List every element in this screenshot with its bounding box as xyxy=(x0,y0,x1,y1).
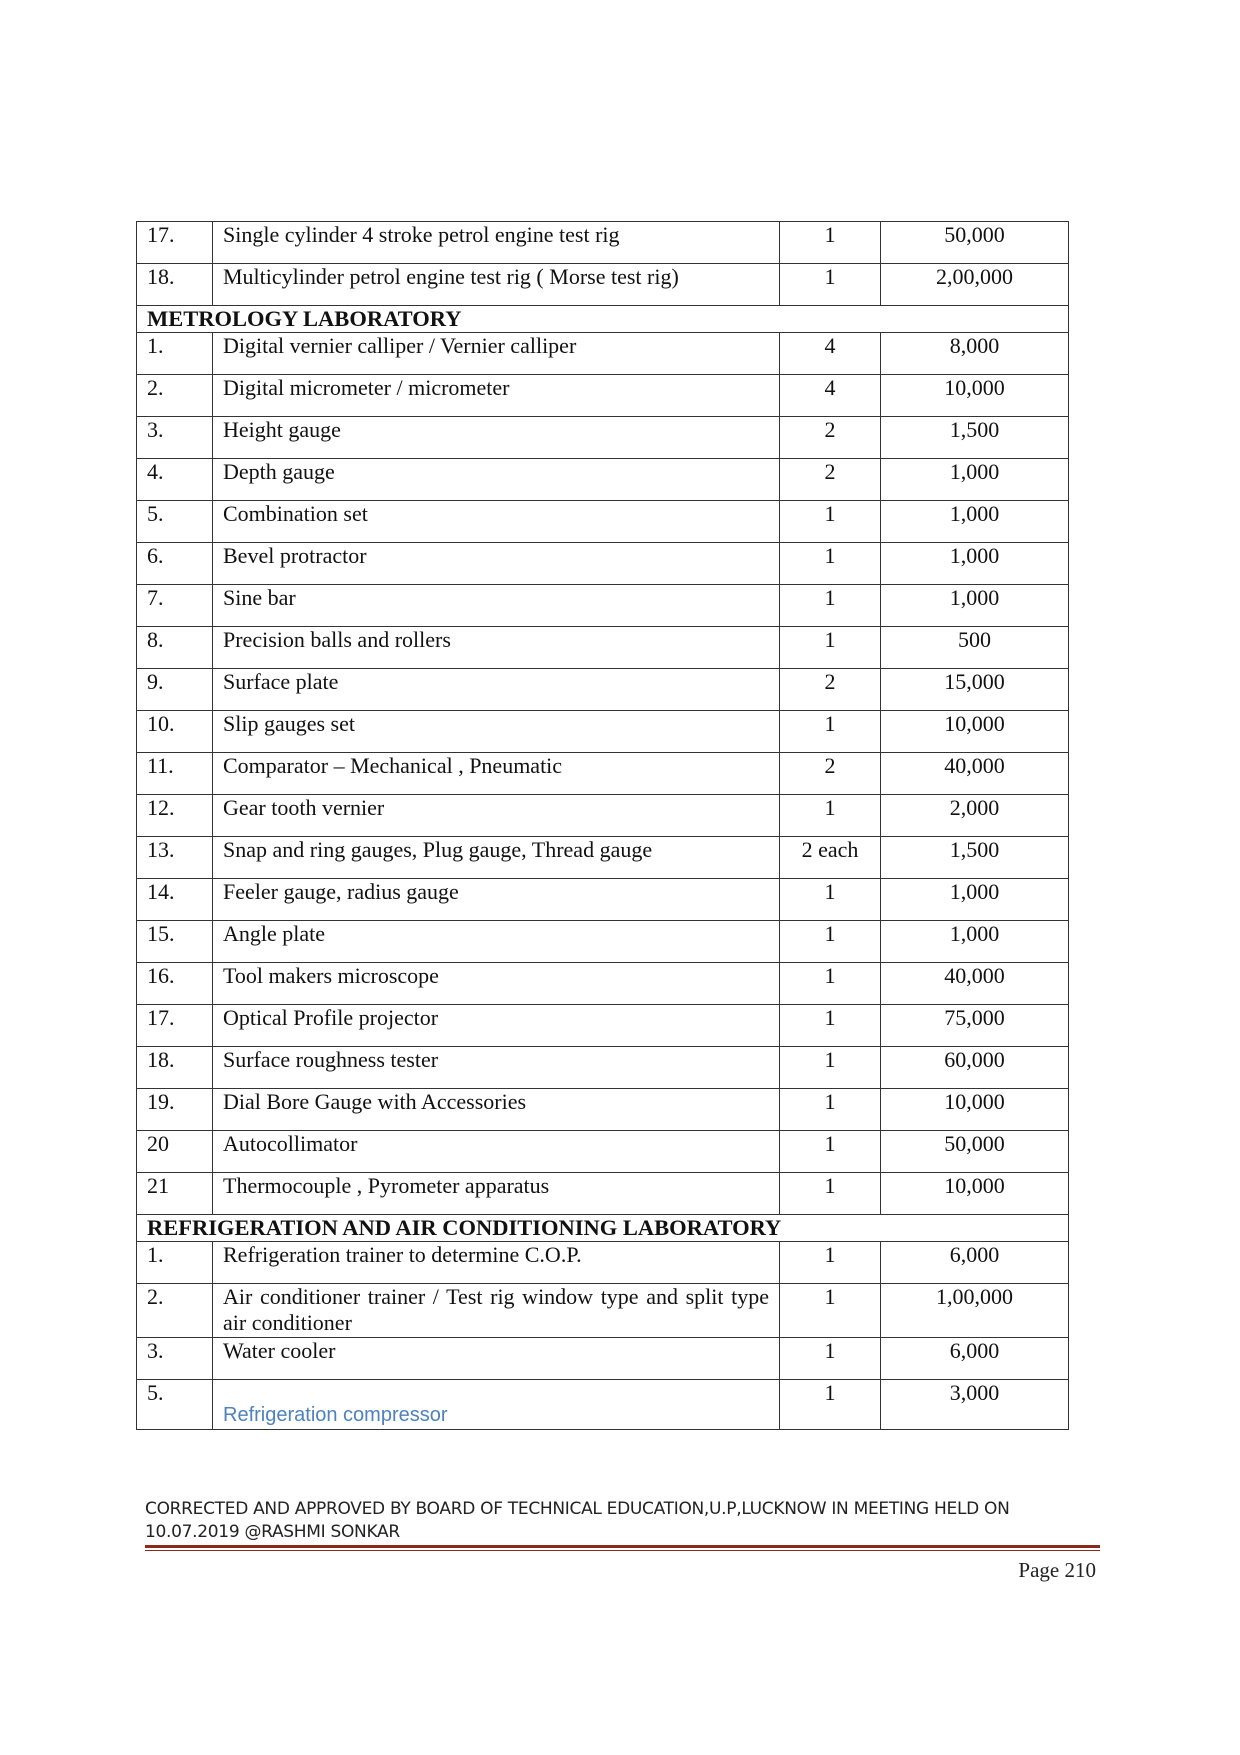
table-row xyxy=(137,921,1069,963)
item-quantity: 1 xyxy=(824,1005,836,1030)
item-cost-cell xyxy=(881,1005,1069,1047)
table-row xyxy=(137,1089,1069,1131)
item-cost: 1,000 xyxy=(949,585,1000,610)
table-row xyxy=(137,1242,1069,1284)
item-number: 13. xyxy=(147,837,175,862)
item-number: 7. xyxy=(147,585,164,610)
item-quantity-cell xyxy=(780,669,881,711)
item-description-cell xyxy=(213,1338,780,1380)
item-number: 17. xyxy=(147,1005,175,1030)
item-quantity: 1 xyxy=(824,1047,836,1072)
table-row xyxy=(137,1005,1069,1047)
item-description-cell xyxy=(213,1242,780,1284)
item-quantity-cell xyxy=(780,333,881,375)
table-row xyxy=(137,879,1069,921)
item-number: 2. xyxy=(147,1284,164,1309)
item-number-cell xyxy=(137,222,213,264)
item-quantity-cell xyxy=(780,1338,881,1380)
item-description-cell xyxy=(213,1131,780,1173)
item-description: Gear tooth vernier xyxy=(223,795,385,820)
item-number-cell xyxy=(137,1131,213,1173)
item-description-cell xyxy=(213,501,780,543)
item-number-cell xyxy=(137,753,213,795)
item-cost: 1,00,000 xyxy=(936,1284,1013,1309)
item-cost-cell xyxy=(881,222,1069,264)
item-number-cell xyxy=(137,795,213,837)
item-description-cell xyxy=(213,879,780,921)
item-cost-cell xyxy=(881,1173,1069,1215)
item-number: 14. xyxy=(147,879,175,904)
item-number: 6. xyxy=(147,543,164,568)
table-row xyxy=(137,333,1069,375)
item-quantity-cell xyxy=(780,711,881,753)
item-number-cell xyxy=(137,1005,213,1047)
item-cost-cell xyxy=(881,795,1069,837)
item-description: Surface plate xyxy=(223,669,339,694)
item-description-cell xyxy=(213,753,780,795)
table-row xyxy=(137,753,1069,795)
item-cost-cell xyxy=(881,879,1069,921)
item-quantity-cell xyxy=(780,753,881,795)
item-number-cell xyxy=(137,333,213,375)
item-description: Depth gauge xyxy=(223,459,335,484)
item-number-cell xyxy=(137,711,213,753)
item-quantity: 1 xyxy=(824,1173,836,1198)
item-quantity: 1 xyxy=(824,1338,836,1363)
table-row xyxy=(137,1380,1069,1430)
item-quantity-cell xyxy=(780,1047,881,1089)
item-cost: 10,000 xyxy=(944,1089,1005,1114)
item-cost: 50,000 xyxy=(944,222,1005,247)
item-quantity: 1 xyxy=(824,921,836,946)
item-quantity-cell xyxy=(780,879,881,921)
section-header-row xyxy=(137,1215,1069,1242)
item-description: Precision balls and rollers xyxy=(223,627,451,652)
item-number-cell xyxy=(137,543,213,585)
item-number-cell xyxy=(137,1089,213,1131)
item-cost: 50,000 xyxy=(944,1131,1005,1156)
item-cost-cell xyxy=(881,1131,1069,1173)
item-quantity-cell xyxy=(780,1089,881,1131)
item-number-cell xyxy=(137,1284,213,1338)
item-quantity: 1 xyxy=(824,627,836,652)
item-quantity-cell xyxy=(780,1005,881,1047)
item-quantity-cell xyxy=(780,837,881,879)
item-quantity-cell xyxy=(780,1242,881,1284)
footer-divider xyxy=(145,1545,1100,1548)
item-quantity: 1 xyxy=(824,711,836,736)
item-number-cell xyxy=(137,963,213,1005)
item-description-cell xyxy=(213,963,780,1005)
item-cost: 3,000 xyxy=(949,1380,1000,1405)
item-description: Single cylinder 4 stroke petrol engine test rig xyxy=(223,222,620,247)
item-description-cell xyxy=(213,375,780,417)
table-row xyxy=(137,963,1069,1005)
item-number: 17. xyxy=(147,222,175,247)
table-row xyxy=(137,1173,1069,1215)
item-description: Sine bar xyxy=(223,585,296,610)
table-row xyxy=(137,795,1069,837)
item-quantity: 1 xyxy=(824,879,836,904)
item-quantity: 1 xyxy=(824,1284,836,1309)
item-cost-cell xyxy=(881,711,1069,753)
item-cost: 10,000 xyxy=(944,375,1005,400)
item-cost-cell xyxy=(881,627,1069,669)
item-description: Snap and ring gauges, Plug gauge, Thread gauge xyxy=(223,837,653,862)
item-cost-cell xyxy=(881,921,1069,963)
item-quantity-cell xyxy=(780,264,881,306)
item-cost-cell xyxy=(881,1242,1069,1284)
item-quantity: 1 xyxy=(824,585,836,610)
item-cost: 10,000 xyxy=(944,711,1005,736)
item-number: 16. xyxy=(147,963,175,988)
item-description: Thermocouple , Pyrometer apparatus xyxy=(223,1173,550,1198)
item-number-cell xyxy=(137,417,213,459)
item-description-cell xyxy=(213,417,780,459)
item-quantity-cell xyxy=(780,459,881,501)
item-quantity: 1 xyxy=(824,501,836,526)
item-cost: 6,000 xyxy=(949,1242,1000,1267)
item-number: 9. xyxy=(147,669,164,694)
table-row xyxy=(137,501,1069,543)
item-number-cell xyxy=(137,879,213,921)
item-cost-cell xyxy=(881,459,1069,501)
item-cost-cell xyxy=(881,333,1069,375)
item-description: Air conditioner trainer / Test rig window type and split type air conditioner xyxy=(223,1284,769,1335)
item-description: Tool makers microscope xyxy=(223,963,439,988)
item-cost: 1,000 xyxy=(949,501,1000,526)
item-quantity: 1 xyxy=(824,1089,836,1114)
item-cost: 6,000 xyxy=(949,1338,1000,1363)
item-description-cell xyxy=(213,1005,780,1047)
item-quantity: 1 xyxy=(824,1242,836,1267)
item-number-cell xyxy=(137,627,213,669)
item-cost-cell xyxy=(881,837,1069,879)
item-number: 20 xyxy=(147,1131,169,1156)
item-description-cell xyxy=(213,795,780,837)
item-number-cell xyxy=(137,1047,213,1089)
table-row xyxy=(137,222,1069,264)
item-quantity-cell xyxy=(780,963,881,1005)
item-description: Digital vernier calliper / Vernier calliper xyxy=(223,333,577,358)
item-quantity: 4 xyxy=(824,375,836,400)
item-number-cell xyxy=(137,1338,213,1380)
item-quantity-cell xyxy=(780,543,881,585)
item-quantity: 2 xyxy=(824,753,836,778)
item-quantity-cell xyxy=(780,417,881,459)
page-number: Page 210 xyxy=(1018,1558,1096,1582)
item-number-cell xyxy=(137,669,213,711)
item-cost: 40,000 xyxy=(944,963,1005,988)
item-cost-cell xyxy=(881,417,1069,459)
item-cost-cell xyxy=(881,753,1069,795)
item-quantity: 2 xyxy=(824,459,836,484)
item-description: Optical Profile projector xyxy=(223,1005,439,1030)
item-number: 5. xyxy=(147,1380,164,1405)
table-row xyxy=(137,1047,1069,1089)
item-number-cell xyxy=(137,1380,213,1430)
item-cost: 1,500 xyxy=(949,837,1000,862)
item-quantity: 1 xyxy=(824,264,836,289)
item-quantity-cell xyxy=(780,627,881,669)
equipment-table-body xyxy=(137,222,1069,1430)
item-description: Height gauge xyxy=(223,417,341,442)
item-quantity-cell xyxy=(780,1173,881,1215)
item-quantity-cell xyxy=(780,795,881,837)
item-description-cell xyxy=(213,264,780,306)
item-cost-cell xyxy=(881,1089,1069,1131)
item-number-cell xyxy=(137,585,213,627)
item-quantity-cell xyxy=(780,1380,881,1430)
item-description-cell xyxy=(213,222,780,264)
item-number: 3. xyxy=(147,417,164,442)
item-description-cell xyxy=(213,1284,780,1338)
item-quantity-cell xyxy=(780,501,881,543)
item-cost: 75,000 xyxy=(944,1005,1005,1030)
item-cost: 60,000 xyxy=(944,1047,1005,1072)
item-description: Angle plate xyxy=(223,921,326,946)
item-cost: 2,000 xyxy=(949,795,1000,820)
item-quantity-cell xyxy=(780,921,881,963)
item-cost-cell xyxy=(881,375,1069,417)
item-number: 11. xyxy=(147,753,174,778)
item-number-cell xyxy=(137,1173,213,1215)
item-description: Digital micrometer / micrometer xyxy=(223,375,510,400)
item-number: 12. xyxy=(147,795,175,820)
item-description-cell xyxy=(213,333,780,375)
item-description-cell xyxy=(213,585,780,627)
item-number: 1. xyxy=(147,333,164,358)
item-number: 4. xyxy=(147,459,164,484)
item-quantity: 2 each xyxy=(801,837,859,862)
footer-divider-thin xyxy=(145,1550,1100,1551)
item-cost: 1,000 xyxy=(949,879,1000,904)
item-number: 15. xyxy=(147,921,175,946)
table-row xyxy=(137,1131,1069,1173)
item-description-cell xyxy=(213,1380,780,1430)
item-description: Multicylinder petrol engine test rig ( Morse test rig) xyxy=(223,264,679,289)
item-number-cell xyxy=(137,459,213,501)
item-cost: 1,000 xyxy=(949,459,1000,484)
section-header-row xyxy=(137,306,1069,333)
item-number-cell xyxy=(137,921,213,963)
item-quantity: 1 xyxy=(824,543,836,568)
item-cost-cell xyxy=(881,1047,1069,1089)
item-number: 10. xyxy=(147,711,175,736)
table-row xyxy=(137,543,1069,585)
item-description-cell xyxy=(213,669,780,711)
item-quantity: 4 xyxy=(824,333,836,358)
item-quantity-cell xyxy=(780,1131,881,1173)
item-description: Slip gauges set xyxy=(223,711,355,736)
item-description-cell xyxy=(213,1047,780,1089)
item-description: Water cooler xyxy=(223,1338,336,1363)
item-quantity: 2 xyxy=(824,669,836,694)
item-cost-cell xyxy=(881,264,1069,306)
item-quantity: 1 xyxy=(824,963,836,988)
table-row xyxy=(137,459,1069,501)
item-cost: 2,00,000 xyxy=(936,264,1013,289)
item-description-cell xyxy=(213,627,780,669)
item-cost: 1,000 xyxy=(949,543,1000,568)
item-cost: 40,000 xyxy=(944,753,1005,778)
section-title: REFRIGERATION AND AIR CONDITIONING LABORATORY xyxy=(137,1215,1069,1242)
item-cost-cell xyxy=(881,963,1069,1005)
item-number: 19. xyxy=(147,1089,175,1114)
table-row xyxy=(137,837,1069,879)
item-cost-cell xyxy=(881,1380,1069,1430)
item-cost-cell xyxy=(881,543,1069,585)
item-description-cell xyxy=(213,1089,780,1131)
item-cost: 10,000 xyxy=(944,1173,1005,1198)
table-row xyxy=(137,375,1069,417)
approval-note: CORRECTED AND APPROVED BY BOARD OF TECHNICAL EDUCATION,U.P,LUCKNOW IN MEETING HELD ON 10.07.2019 @RASHMI SONKAR xyxy=(145,1499,1010,1542)
item-description: Bevel protractor xyxy=(223,543,367,568)
item-quantity: 1 xyxy=(824,222,836,247)
item-number: 2. xyxy=(147,375,164,400)
item-description: Feeler gauge, radius gauge xyxy=(223,879,459,904)
item-description: Combination set xyxy=(223,501,368,526)
item-description: Refrigeration trainer to determine C.O.P. xyxy=(223,1242,582,1267)
item-cost-cell xyxy=(881,669,1069,711)
table-row xyxy=(137,264,1069,306)
item-description: Comparator – Mechanical , Pneumatic xyxy=(223,753,563,778)
item-quantity: 1 xyxy=(824,795,836,820)
table-row xyxy=(137,1284,1069,1338)
item-cost: 1,000 xyxy=(949,921,1000,946)
item-number: 21 xyxy=(147,1173,169,1198)
item-number: 18. xyxy=(147,1047,175,1072)
item-number-cell xyxy=(137,837,213,879)
item-cost-cell xyxy=(881,1284,1069,1338)
table-row xyxy=(137,1338,1069,1380)
item-cost-cell xyxy=(881,501,1069,543)
table-row xyxy=(137,669,1069,711)
item-quantity: 1 xyxy=(824,1380,836,1405)
section-title: METROLOGY LABORATORY xyxy=(137,306,1069,333)
item-quantity-cell xyxy=(780,585,881,627)
item-number-cell xyxy=(137,264,213,306)
item-number-cell xyxy=(137,1242,213,1284)
item-description-cell xyxy=(213,921,780,963)
item-description: Refrigeration compressor xyxy=(223,1404,448,1426)
table-row xyxy=(137,711,1069,753)
item-quantity-cell xyxy=(780,375,881,417)
item-number-cell xyxy=(137,375,213,417)
item-cost: 500 xyxy=(958,627,991,652)
item-cost: 8,000 xyxy=(949,333,1000,358)
item-description: Dial Bore Gauge with Accessories xyxy=(223,1089,527,1114)
item-description-cell xyxy=(213,459,780,501)
item-quantity: 2 xyxy=(824,417,836,442)
item-number: 8. xyxy=(147,627,164,652)
equipment-table xyxy=(136,221,1069,1430)
item-quantity-cell xyxy=(780,222,881,264)
item-number-cell xyxy=(137,501,213,543)
item-description-cell xyxy=(213,1173,780,1215)
item-description-cell xyxy=(213,543,780,585)
item-quantity: 1 xyxy=(824,1131,836,1156)
item-description: Autocollimator xyxy=(223,1131,358,1156)
item-cost: 1,500 xyxy=(949,417,1000,442)
table-row xyxy=(137,627,1069,669)
item-quantity-cell xyxy=(780,1284,881,1338)
item-number: 5. xyxy=(147,501,164,526)
item-number: 1. xyxy=(147,1242,164,1267)
item-description: Surface roughness tester xyxy=(223,1047,439,1072)
item-number: 3. xyxy=(147,1338,164,1363)
item-cost-cell xyxy=(881,585,1069,627)
table-row xyxy=(137,417,1069,459)
table-row xyxy=(137,585,1069,627)
item-cost: 15,000 xyxy=(944,669,1005,694)
item-description-cell xyxy=(213,837,780,879)
item-description-cell xyxy=(213,711,780,753)
item-number: 18. xyxy=(147,264,175,289)
item-cost-cell xyxy=(881,1338,1069,1380)
